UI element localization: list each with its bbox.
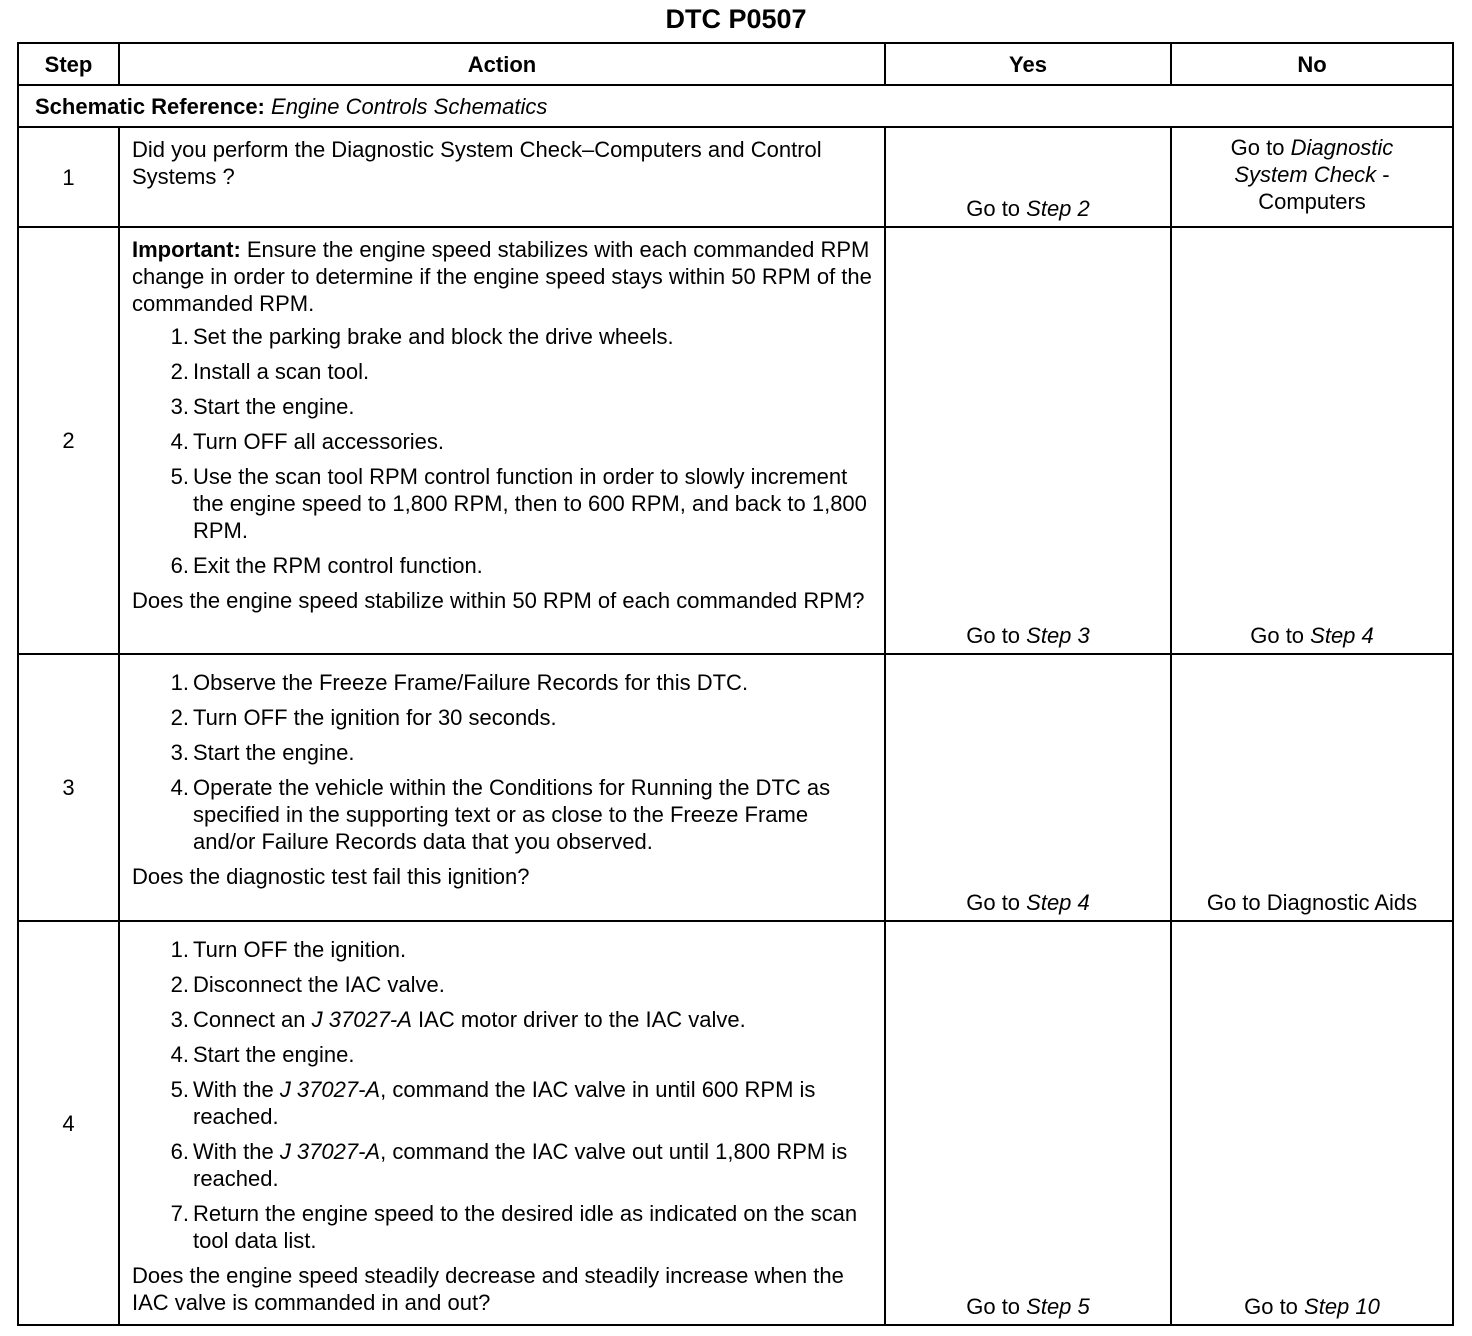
- step-number: 3: [18, 654, 119, 921]
- item-number: 4.: [170, 1042, 189, 1067]
- item-text: [193, 358, 872, 385]
- no-prefix: Go to: [1250, 623, 1311, 648]
- step-question: Does the engine speed stabilize within 50 RPM of each commanded RPM?: [132, 588, 865, 613]
- item-text-pre: Install a scan tool.: [193, 359, 370, 384]
- yes-cell: [885, 127, 1171, 227]
- list-item: [132, 552, 872, 579]
- no-prefix: Go to Diagnostic Aids: [1206, 890, 1418, 915]
- item-text: [193, 739, 872, 766]
- list-item: [132, 1200, 872, 1254]
- important-text: Ensure the engine speed stabilizes with each commanded RPM change in order to determine if the engine speed stays within 50 RPM of the commanded RPM.: [132, 237, 872, 316]
- header-no: No: [1171, 43, 1453, 85]
- item-text-pre: Turn OFF the ignition.: [193, 937, 407, 962]
- item-text-pre: With the: [193, 1077, 280, 1102]
- header-row: [18, 43, 1453, 85]
- item-number: 7.: [170, 1201, 189, 1226]
- item-tool: J 37027-A: [311, 1007, 412, 1032]
- item-number: 3.: [170, 740, 189, 765]
- item-text-post: , command the IAC valve in until 600 RPM is reached.: [193, 1077, 816, 1129]
- yes-prefix: Go to: [966, 196, 1027, 221]
- item-text-post: , command the IAC valve out until 1,800 RPM is reached.: [193, 1139, 848, 1191]
- no-target: Step 10: [1304, 1294, 1380, 1319]
- step-question: Does the engine speed steadily decrease and steadily increase when the IAC valve is commanded in and out?: [132, 1263, 844, 1315]
- yes-prefix: Go to: [966, 623, 1027, 648]
- no-cell: [1171, 127, 1453, 227]
- item-number: 1.: [170, 670, 189, 695]
- diagnostic-table: [17, 42, 1454, 1326]
- item-number: 5.: [170, 1077, 189, 1102]
- step-number: 2: [18, 227, 119, 654]
- item-text: [193, 1200, 872, 1254]
- item-number: 6.: [170, 1139, 189, 1164]
- item-number: 4.: [170, 775, 189, 800]
- item-number: 2.: [170, 972, 189, 997]
- item-text-pre: Return the engine speed to the desired idle as indicated on the scan tool data list.: [193, 1201, 858, 1253]
- list-item: [132, 1138, 872, 1192]
- item-text: [193, 428, 872, 455]
- list-item: [132, 669, 872, 696]
- list-item: [132, 936, 872, 963]
- no-line: Computers: [1258, 189, 1366, 214]
- item-text: [193, 552, 872, 579]
- yes-target: Step 3: [1026, 623, 1090, 648]
- page-title: DTC P0507: [665, 4, 807, 34]
- item-text: [193, 463, 872, 544]
- list-item: [132, 1006, 872, 1033]
- step-row: [18, 127, 1453, 227]
- list-item: [132, 393, 872, 420]
- action-cell: [119, 127, 885, 227]
- item-number: 5.: [170, 464, 189, 489]
- item-text-pre: Observe the Freeze Frame/Failure Records for this DTC.: [193, 670, 749, 695]
- item-number: 1.: [170, 324, 189, 349]
- list-item: [132, 774, 872, 855]
- no-line: [1172, 134, 1452, 161]
- action-cell: [119, 654, 885, 921]
- item-text-pre: Start the engine.: [193, 1042, 355, 1067]
- schematic-reference: [18, 85, 1453, 127]
- item-text: [193, 1138, 872, 1192]
- yes-target: Step 2: [1026, 196, 1090, 221]
- item-number: 3.: [170, 394, 189, 419]
- list-item: [132, 463, 872, 544]
- item-text: [193, 323, 872, 350]
- header-action: Action: [119, 43, 885, 85]
- yes-cell: [885, 654, 1171, 921]
- list-item: [132, 971, 872, 998]
- header-step: Step: [18, 43, 119, 85]
- yes-prefix: Go to: [966, 1294, 1027, 1319]
- item-text: [193, 1041, 872, 1068]
- yes-cell: [885, 227, 1171, 654]
- instruction-list: [132, 323, 872, 579]
- item-text-pre: Start the engine.: [193, 740, 355, 765]
- step-number: 1: [18, 127, 119, 227]
- item-text-pre: Connect an: [193, 1007, 312, 1032]
- item-number: 4.: [170, 429, 189, 454]
- item-text-pre: Use the scan tool RPM control function in order to slowly increment the engine speed to 1,800 RPM, then to 600 RPM, and back to 1,800 RPM.: [193, 464, 867, 543]
- item-text: [193, 1076, 872, 1130]
- item-text: [193, 774, 872, 855]
- step-question: Does the diagnostic test fail this ignition?: [132, 864, 530, 889]
- item-text-pre: Operate the vehicle within the Conditions for Running the DTC as specified in the supporting text or as close to the Freeze Frame and/or Failure Records data that you observed.: [193, 775, 831, 854]
- list-item: [132, 428, 872, 455]
- item-text-pre: Start the engine.: [193, 394, 355, 419]
- step-question: Did you perform the Diagnostic System Check–Computers and Control Systems ?: [132, 137, 822, 189]
- item-tool: J 37027-A: [279, 1077, 381, 1102]
- header-yes: Yes: [885, 43, 1171, 85]
- item-text-pre: Set the parking brake and block the drive wheels.: [193, 324, 674, 349]
- no-cell: [1171, 227, 1453, 654]
- item-text-pre: Exit the RPM control function.: [193, 553, 483, 578]
- no-prefix: Go to: [1230, 135, 1291, 160]
- item-text: [193, 971, 872, 998]
- item-text-post: IAC motor driver to the IAC valve.: [411, 1007, 746, 1032]
- yes-prefix: Go to: [966, 890, 1027, 915]
- no-target: Diagnostic: [1290, 135, 1394, 160]
- no-suffix: -: [1376, 162, 1390, 187]
- item-text: [193, 704, 872, 731]
- item-text: [193, 936, 872, 963]
- no-prefix: Go to: [1244, 1294, 1305, 1319]
- step-row: [18, 654, 1453, 921]
- important-note: [132, 236, 872, 317]
- no-line: [1172, 161, 1452, 188]
- step-row: [18, 921, 1453, 1325]
- item-tool: J 37027-A: [279, 1139, 381, 1164]
- yes-target: Step 5: [1026, 1294, 1090, 1319]
- item-text-pre: Disconnect the IAC valve.: [193, 972, 445, 997]
- important-label: Important:: [132, 237, 241, 262]
- schematic-label: Schematic Reference:: [35, 93, 265, 119]
- schematic-row: [18, 85, 1453, 127]
- item-number: 1.: [170, 937, 189, 962]
- no-cell: [1171, 921, 1453, 1325]
- instruction-list: [132, 936, 872, 1254]
- item-text-pre: Turn OFF the ignition for 30 seconds.: [193, 705, 557, 730]
- item-number: 2.: [170, 705, 189, 730]
- instruction-list: [132, 669, 872, 855]
- item-text: [193, 393, 872, 420]
- list-item: [132, 323, 872, 350]
- yes-target: Step 4: [1026, 890, 1090, 915]
- item-number: 2.: [170, 359, 189, 384]
- item-text-pre: Turn OFF all accessories.: [193, 429, 445, 454]
- step-number: 4: [18, 921, 119, 1325]
- list-item: [132, 1041, 872, 1068]
- list-item: [132, 1076, 872, 1130]
- list-item: [132, 704, 872, 731]
- item-text-pre: With the: [193, 1139, 280, 1164]
- list-item: [132, 739, 872, 766]
- no-target: System Check: [1234, 162, 1377, 187]
- item-text: [193, 669, 872, 696]
- no-cell: [1171, 654, 1453, 921]
- list-item: [132, 358, 872, 385]
- yes-cell: [885, 921, 1171, 1325]
- no-target: Step 4: [1310, 623, 1374, 648]
- item-number: 6.: [170, 553, 189, 578]
- schematic-value: Engine Controls Schematics: [271, 93, 548, 119]
- action-cell: [119, 921, 885, 1325]
- step-row: [18, 227, 1453, 654]
- action-cell: [119, 227, 885, 654]
- item-text: [193, 1006, 872, 1033]
- item-number: 3.: [170, 1007, 189, 1032]
